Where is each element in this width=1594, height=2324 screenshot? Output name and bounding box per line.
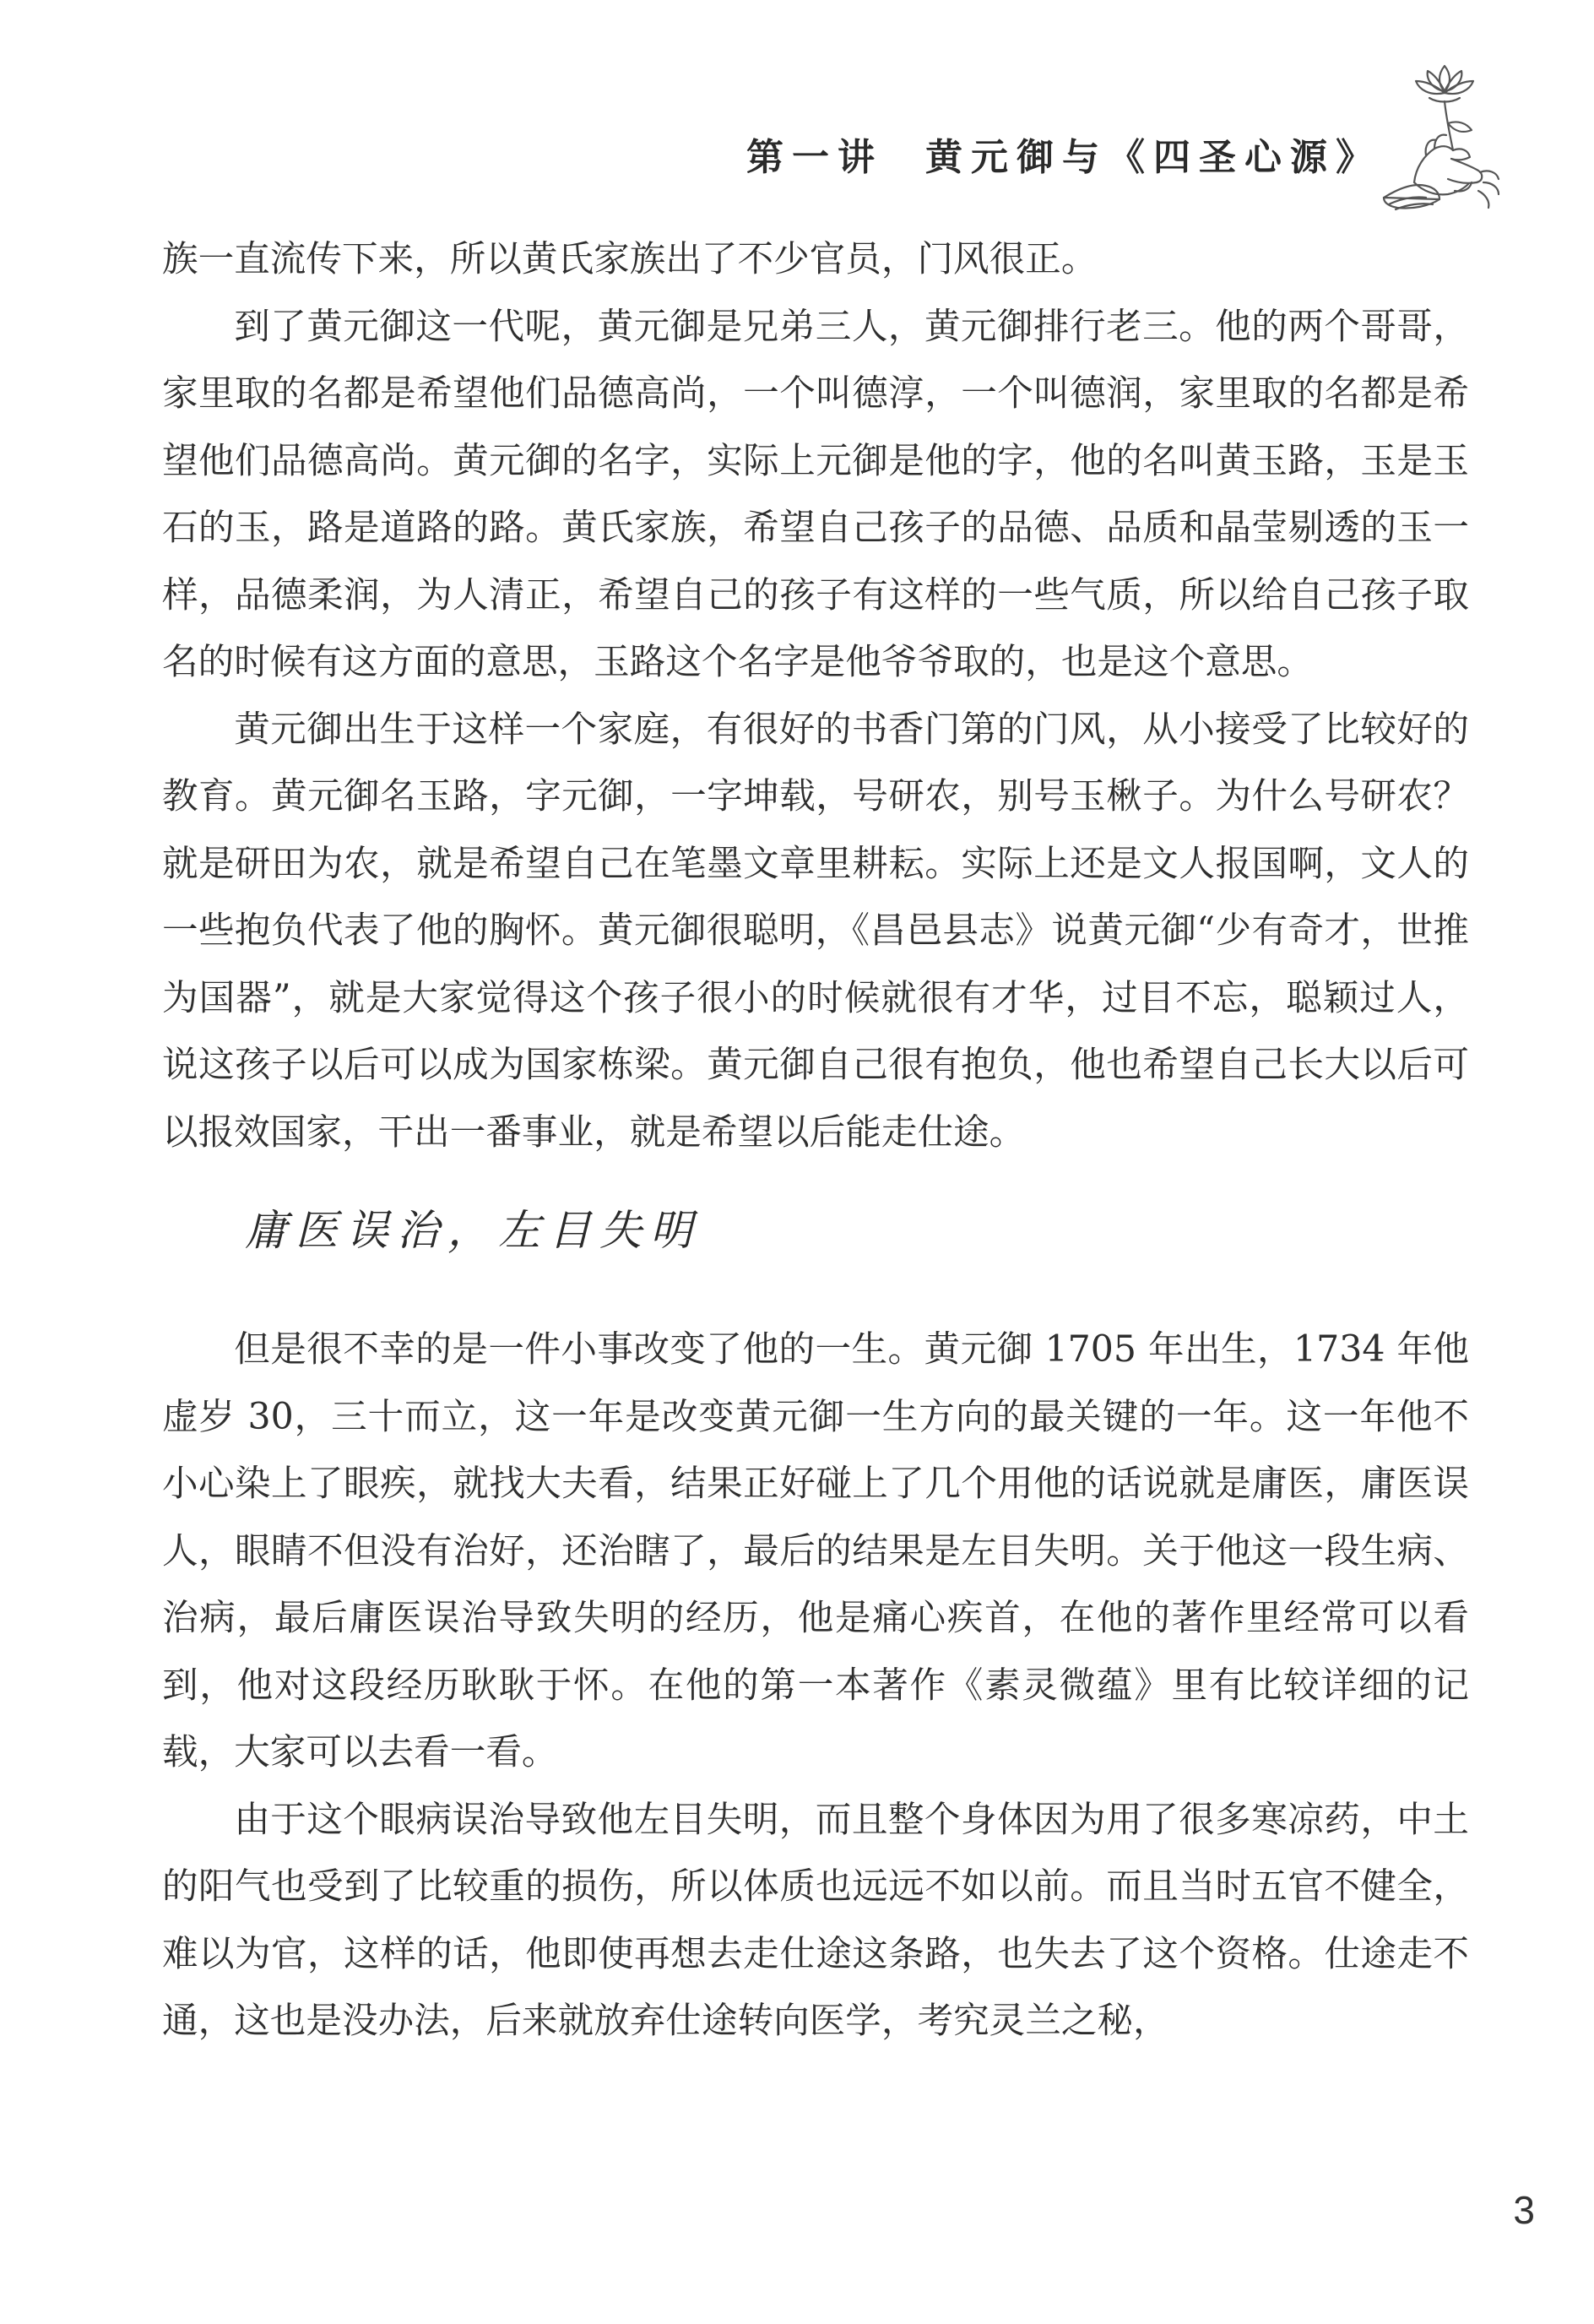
paragraph: 到了黄元御这一代呢，黄元御是兄弟三人，黄元御排行老三。他的两个哥哥，家里取的名都是希望他们品德高尚，一个叫德淳，一个叫德润，家里取的名都是希望他们品德高尚。黄元御的名字，实际上元御是他的字，他的名叫黄玉路，玉是玉石的玉，路是道路的路。黄氏家族，希望自己孩子的品德、品质和晶莹剔透的玉一样，品德柔润，为人清正，希望自己的孩子有这样的一些气质，所以给自己孩子取名的时候有这方面的意思，玉路这个名字是他爷爷取的，也是这个意思。 <box>162 305 1469 683</box>
paragraph: 但是很不幸的是一件小事改变了他的一生。黄元御 1705 年出生，1734 年他虚岁 30，三十而立，这一年是改变黄元御一生方向的最关键的一年。这一年他不小心染上了眼疾，就找大夫看，结果正好碰上了几个用他的话说就是庸医，庸医误人，眼睛不但没有治好，还治瞎了，最后的结果是左目失明。关于他这一段生病、治病，最后庸医误治导致失明的经历，他是痛心疾首，在他的著作里经常可以看到，他对这段经历耿耿于怀。在他的第一本著作《素灵微蕴》里有比较详细的记载，大家可以去看一看。 <box>162 1328 1469 1773</box>
lotus-hand-icon <box>1379 56 1505 225</box>
body-text <box>162 226 1469 2055</box>
running-header <box>746 127 1381 181</box>
chapter-title: 黄元御与《四圣心源》 <box>925 136 1381 179</box>
section-heading: 庸医误治，左目失明 <box>245 1206 701 1255</box>
paragraph: 由于这个眼病误治导致他左目失明，而且整个身体因为用了很多寒凉药，中土的阳气也受到了比较重的损伤，所以体质也远远不如以前。而且当时五官不健全，难以为官，这样的话，他即使再想去走仕途这条路，也失去了这个资格。仕途走不通，这也是没办法，后来就放弃仕途转向医学，考究灵兰之秘， <box>162 1798 1469 2042</box>
page-number: 3 <box>1513 2188 1535 2232</box>
lecture-number: 第一讲 <box>746 136 883 179</box>
paragraph-continued: 族一直流传下来，所以黄氏家族出了不少官员，门风很正。 <box>162 238 1098 280</box>
paragraph: 黄元御出生于这样一个家庭，有很好的书香门第的门风，从小接受了比较好的教育。黄元御名玉路，字元御，一字坤载，号研农，别号玉楸子。为什么号研农？就是研田为农，就是希望自己在笔墨文章里耕耘。实际上还是文人报国啊，文人的一些抱负代表了他的胸怀。黄元御很聪明，《昌邑县志》说黄元御“少有奇才，世推为国器”，就是大家觉得这个孩子很小的时候就很有才华，过目不忘，聪颖过人，说这孩子以后可以成为国家栋梁。黄元御自己很有抱负，他也希望自己长大以后可以报效国家，干出一番事业，就是希望以后能走仕途。 <box>162 708 1469 1154</box>
